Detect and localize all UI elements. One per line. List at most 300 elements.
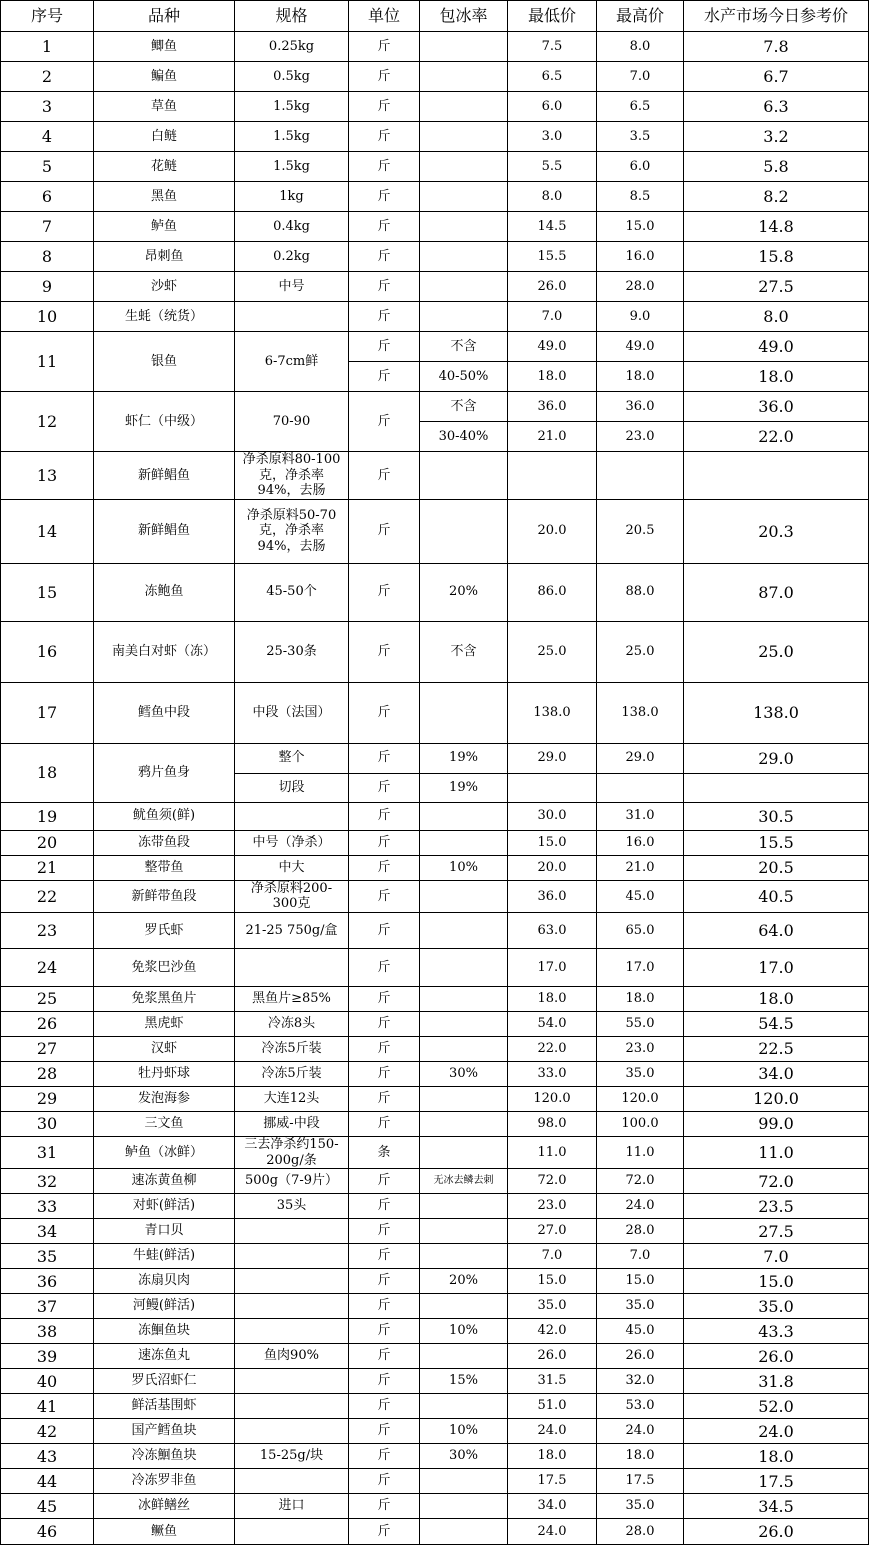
cell-spec: 净杀原料50-70克，净杀率94%，去肠: [235, 499, 349, 563]
cell-name: 牡丹虾球: [94, 1061, 235, 1086]
cell-ref: 72.0: [684, 1169, 869, 1194]
table-row: [1, 1269, 869, 1294]
cell-ice: 30-40%: [420, 422, 508, 452]
cell-name: 罗氏沼虾仁: [94, 1369, 235, 1394]
cell-ice: 19%: [420, 743, 508, 773]
cell-name: 白鲢: [94, 122, 235, 152]
cell-high: 45.0: [597, 1319, 684, 1344]
table-row: [1, 182, 869, 212]
cell-ice: [420, 1244, 508, 1269]
cell-high: 55.0: [597, 1011, 684, 1036]
cell-high: 3.5: [597, 122, 684, 152]
cell-unit: 斤: [349, 392, 420, 452]
cell-ice: 30%: [420, 1444, 508, 1469]
cell-unit: 斤: [349, 1519, 420, 1545]
cell-low: 22.0: [508, 1036, 597, 1061]
cell-ice: [420, 1086, 508, 1111]
cell-ice: 20%: [420, 563, 508, 621]
cell-unit: 斤: [349, 880, 420, 912]
cell-ref: 17.5: [684, 1469, 869, 1494]
cell-no: 27: [1, 1036, 94, 1061]
table-row: [1, 1494, 869, 1519]
cell-high: 72.0: [597, 1169, 684, 1194]
cell-unit: 斤: [349, 802, 420, 830]
cell-unit: 斤: [349, 332, 420, 362]
cell-high: 32.0: [597, 1369, 684, 1394]
cell-low: 18.0: [508, 986, 597, 1011]
cell-low: 86.0: [508, 563, 597, 621]
cell-ref: 11.0: [684, 1136, 869, 1168]
header-unit: 单位: [349, 1, 420, 32]
cell-low: 14.5: [508, 212, 597, 242]
cell-no: 39: [1, 1344, 94, 1369]
cell-ice: [420, 1494, 508, 1519]
cell-ref: 52.0: [684, 1394, 869, 1419]
cell-ref: 87.0: [684, 563, 869, 621]
cell-name: 花鲢: [94, 152, 235, 182]
cell-ref: 8.2: [684, 182, 869, 212]
cell-unit: 斤: [349, 122, 420, 152]
cell-low: 5.5: [508, 152, 597, 182]
cell-spec: 0.2kg: [235, 242, 349, 272]
cell-low: 18.0: [508, 362, 597, 392]
cell-no: 25: [1, 986, 94, 1011]
cell-high: 28.0: [597, 1219, 684, 1244]
cell-spec: [235, 1319, 349, 1344]
cell-ref: 54.5: [684, 1011, 869, 1036]
cell-name: 黑鱼: [94, 182, 235, 212]
cell-ice: 不含: [420, 332, 508, 362]
cell-spec: 0.4kg: [235, 212, 349, 242]
cell-ref: 25.0: [684, 621, 869, 682]
cell-ice: [420, 682, 508, 743]
cell-ice: [420, 452, 508, 500]
cell-low: 35.0: [508, 1294, 597, 1319]
cell-low: 3.0: [508, 122, 597, 152]
cell-high: 23.0: [597, 1036, 684, 1061]
cell-spec: 15-25g/块: [235, 1444, 349, 1469]
cell-ice: 10%: [420, 1419, 508, 1444]
cell-unit: 斤: [349, 1394, 420, 1419]
table-row: [1, 242, 869, 272]
cell-high: 6.5: [597, 92, 684, 122]
cell-ref: 31.8: [684, 1369, 869, 1394]
cell-ice: [420, 948, 508, 986]
cell-spec: [235, 948, 349, 986]
cell-ref: 7.0: [684, 1244, 869, 1269]
cell-high: 16.0: [597, 830, 684, 855]
cell-unit: 斤: [349, 1169, 420, 1194]
cell-high: 18.0: [597, 986, 684, 1011]
cell-no: 12: [1, 392, 94, 452]
cell-ice: 不含: [420, 621, 508, 682]
cell-low: 30.0: [508, 802, 597, 830]
cell-unit: 斤: [349, 830, 420, 855]
cell-high: 28.0: [597, 272, 684, 302]
cell-low: 31.5: [508, 1369, 597, 1394]
cell-name: 银鱼: [94, 332, 235, 392]
cell-ice: 20%: [420, 1269, 508, 1294]
cell-no: 17: [1, 682, 94, 743]
cell-unit: 斤: [349, 1244, 420, 1269]
cell-no: 4: [1, 122, 94, 152]
cell-ref: 17.0: [684, 948, 869, 986]
cell-low: 42.0: [508, 1319, 597, 1344]
cell-unit: 斤: [349, 1036, 420, 1061]
cell-high: 35.0: [597, 1294, 684, 1319]
cell-no: 15: [1, 563, 94, 621]
cell-no: 23: [1, 912, 94, 948]
cell-no: 41: [1, 1394, 94, 1419]
cell-low: [508, 452, 597, 500]
cell-spec: [235, 1469, 349, 1494]
cell-high: 7.0: [597, 62, 684, 92]
cell-spec: 冷冻5斤装: [235, 1061, 349, 1086]
cell-high: 120.0: [597, 1086, 684, 1111]
cell-high: 88.0: [597, 563, 684, 621]
table-row: [1, 1519, 869, 1545]
cell-name: 黑虎虾: [94, 1011, 235, 1036]
cell-unit: 斤: [349, 1319, 420, 1344]
cell-spec: [235, 1244, 349, 1269]
cell-ref: 138.0: [684, 682, 869, 743]
cell-name: 生蚝（统货）: [94, 302, 235, 332]
header-ice: 包冰率: [420, 1, 508, 32]
cell-high: 100.0: [597, 1111, 684, 1136]
cell-spec: [235, 1519, 349, 1545]
cell-spec: [235, 802, 349, 830]
cell-high: 31.0: [597, 802, 684, 830]
cell-spec: 净杀原料80-100克，净杀率94%，去肠: [235, 452, 349, 500]
cell-name: 冷冻鮰鱼块: [94, 1444, 235, 1469]
table-row: [1, 1011, 869, 1036]
table-row: [1, 986, 869, 1011]
table-row: [1, 682, 869, 743]
cell-spec: 21-25 750g/盒: [235, 912, 349, 948]
table-row: [1, 302, 869, 332]
cell-ice: 15%: [420, 1369, 508, 1394]
cell-high: 18.0: [597, 1444, 684, 1469]
cell-ref: 27.5: [684, 272, 869, 302]
cell-high: 8.0: [597, 32, 684, 62]
cell-ice: [420, 912, 508, 948]
cell-ref: [684, 452, 869, 500]
cell-name: 冰鲜鳝丝: [94, 1494, 235, 1519]
cell-unit: 斤: [349, 1419, 420, 1444]
cell-ice: [420, 802, 508, 830]
cell-no: 42: [1, 1419, 94, 1444]
cell-spec: 70-90: [235, 392, 349, 452]
cell-unit: 斤: [349, 62, 420, 92]
cell-no: 38: [1, 1319, 94, 1344]
header-row: [1, 1, 869, 32]
cell-ice: 40-50%: [420, 362, 508, 392]
cell-high: 21.0: [597, 855, 684, 880]
cell-high: 29.0: [597, 743, 684, 773]
cell-spec: 45-50个: [235, 563, 349, 621]
cell-ice: [420, 152, 508, 182]
cell-ref: 15.5: [684, 830, 869, 855]
cell-name: 免浆巴沙鱼: [94, 948, 235, 986]
cell-high: 23.0: [597, 422, 684, 452]
table-row: [1, 1394, 869, 1419]
cell-spec: 切段: [235, 773, 349, 802]
cell-name: 国产鳕鱼块: [94, 1419, 235, 1444]
cell-name: 冷冻罗非鱼: [94, 1469, 235, 1494]
table-row: [1, 499, 869, 563]
cell-ref: 34.5: [684, 1494, 869, 1519]
cell-no: 40: [1, 1369, 94, 1394]
cell-ice: 无冰去鳞去刺: [420, 1169, 508, 1194]
cell-spec: 鱼肉90%: [235, 1344, 349, 1369]
cell-no: 18: [1, 743, 94, 802]
cell-no: 29: [1, 1086, 94, 1111]
cell-high: 36.0: [597, 392, 684, 422]
cell-no: 3: [1, 92, 94, 122]
cell-high: 11.0: [597, 1136, 684, 1168]
cell-spec: 冷冻8头: [235, 1011, 349, 1036]
cell-spec: [235, 1394, 349, 1419]
cell-name: 沙虾: [94, 272, 235, 302]
cell-spec: 三去净杀约150-200g/条: [235, 1136, 349, 1168]
cell-unit: 斤: [349, 242, 420, 272]
cell-name: 南美白对虾（冻）: [94, 621, 235, 682]
cell-unit: 斤: [349, 1111, 420, 1136]
cell-low: 51.0: [508, 1394, 597, 1419]
table-row: [1, 855, 869, 880]
cell-spec: 净杀原料200-300克: [235, 880, 349, 912]
cell-spec: 挪威-中段: [235, 1111, 349, 1136]
cell-ice: [420, 986, 508, 1011]
cell-no: 46: [1, 1519, 94, 1545]
table-row: [1, 1111, 869, 1136]
cell-spec: 1.5kg: [235, 122, 349, 152]
cell-spec: [235, 302, 349, 332]
table-row: [1, 1086, 869, 1111]
cell-ref: 20.5: [684, 855, 869, 880]
cell-no: 35: [1, 1244, 94, 1269]
table-row: [1, 392, 869, 422]
cell-name: 汉虾: [94, 1036, 235, 1061]
cell-spec: 整个: [235, 743, 349, 773]
cell-ice: [420, 122, 508, 152]
cell-low: 7.0: [508, 1244, 597, 1269]
cell-high: 18.0: [597, 362, 684, 392]
cell-ice: 30%: [420, 1061, 508, 1086]
cell-ice: [420, 1469, 508, 1494]
cell-ice: [420, 182, 508, 212]
cell-spec: [235, 1294, 349, 1319]
cell-no: 1: [1, 32, 94, 62]
cell-name: 鲈鱼（冰鲜）: [94, 1136, 235, 1168]
cell-ice: [420, 1394, 508, 1419]
header-spec: 规格: [235, 1, 349, 32]
cell-name: 鲫鱼: [94, 32, 235, 62]
cell-low: 26.0: [508, 272, 597, 302]
cell-ref: 120.0: [684, 1086, 869, 1111]
cell-low: 21.0: [508, 422, 597, 452]
cell-ref: 24.0: [684, 1419, 869, 1444]
cell-unit: 斤: [349, 32, 420, 62]
cell-low: 23.0: [508, 1194, 597, 1219]
cell-low: 24.0: [508, 1519, 597, 1545]
cell-unit: 斤: [349, 1269, 420, 1294]
cell-spec: 1kg: [235, 182, 349, 212]
cell-high: 53.0: [597, 1394, 684, 1419]
cell-ref: 27.5: [684, 1219, 869, 1244]
cell-low: 17.0: [508, 948, 597, 986]
cell-high: 8.5: [597, 182, 684, 212]
table-row: [1, 621, 869, 682]
cell-unit: 斤: [349, 272, 420, 302]
cell-ref: 3.2: [684, 122, 869, 152]
header-ref: 水产市场今日参考价: [684, 1, 869, 32]
cell-spec: 35头: [235, 1194, 349, 1219]
table-row: [1, 62, 869, 92]
cell-no: 13: [1, 452, 94, 500]
cell-spec: 500g（7-9片）: [235, 1169, 349, 1194]
cell-ice: [420, 1219, 508, 1244]
cell-ref: 7.8: [684, 32, 869, 62]
cell-low: 7.5: [508, 32, 597, 62]
cell-no: 22: [1, 880, 94, 912]
cell-low: 24.0: [508, 1419, 597, 1444]
cell-spec: 黑鱼片≥85%: [235, 986, 349, 1011]
cell-high: 25.0: [597, 621, 684, 682]
cell-name: 整带鱼: [94, 855, 235, 880]
cell-unit: 斤: [349, 1444, 420, 1469]
cell-high: [597, 452, 684, 500]
cell-unit: 斤: [349, 563, 420, 621]
cell-unit: 斤: [349, 499, 420, 563]
table-row: [1, 743, 869, 773]
cell-low: 27.0: [508, 1219, 597, 1244]
cell-unit: 斤: [349, 1086, 420, 1111]
cell-high: 35.0: [597, 1494, 684, 1519]
cell-low: 6.0: [508, 92, 597, 122]
cell-name: 青口贝: [94, 1219, 235, 1244]
cell-unit: 斤: [349, 948, 420, 986]
cell-high: 9.0: [597, 302, 684, 332]
cell-spec: [235, 1419, 349, 1444]
cell-ice: [420, 242, 508, 272]
table-row: [1, 452, 869, 500]
cell-name: 鲈鱼: [94, 212, 235, 242]
cell-unit: 斤: [349, 1469, 420, 1494]
cell-no: 33: [1, 1194, 94, 1219]
cell-spec: 6-7cm鲜: [235, 332, 349, 392]
cell-name: 鳊鱼: [94, 62, 235, 92]
cell-ref: 23.5: [684, 1194, 869, 1219]
table-row: [1, 1244, 869, 1269]
cell-name: 免浆黑鱼片: [94, 986, 235, 1011]
cell-ref: 29.0: [684, 743, 869, 773]
cell-no: 10: [1, 302, 94, 332]
header-high: 最高价: [597, 1, 684, 32]
table-row: [1, 1469, 869, 1494]
cell-name: 速冻黄鱼柳: [94, 1169, 235, 1194]
cell-no: 21: [1, 855, 94, 880]
cell-high: 49.0: [597, 332, 684, 362]
cell-unit: 斤: [349, 182, 420, 212]
cell-low: 36.0: [508, 880, 597, 912]
cell-unit: 斤: [349, 682, 420, 743]
cell-name: 鱿鱼须(鲜): [94, 802, 235, 830]
cell-spec: [235, 1369, 349, 1394]
table-row: [1, 912, 869, 948]
cell-ref: 15.0: [684, 1269, 869, 1294]
cell-ice: [420, 1344, 508, 1369]
table-row: [1, 802, 869, 830]
cell-ice: [420, 1519, 508, 1545]
cell-ice: [420, 62, 508, 92]
table-row: [1, 880, 869, 912]
table-row: [1, 1319, 869, 1344]
cell-ice: [420, 1136, 508, 1168]
cell-no: 14: [1, 499, 94, 563]
cell-low: 6.5: [508, 62, 597, 92]
cell-ice: 19%: [420, 773, 508, 802]
header-name: 品种: [94, 1, 235, 32]
cell-ref: 18.0: [684, 986, 869, 1011]
cell-no: 16: [1, 621, 94, 682]
cell-ice: [420, 1194, 508, 1219]
cell-high: 28.0: [597, 1519, 684, 1545]
cell-ref: 49.0: [684, 332, 869, 362]
cell-no: 26: [1, 1011, 94, 1036]
header-no: 序号: [1, 1, 94, 32]
cell-ref: 99.0: [684, 1111, 869, 1136]
cell-low: 34.0: [508, 1494, 597, 1519]
cell-low: 29.0: [508, 743, 597, 773]
table-row: [1, 1444, 869, 1469]
cell-ref: 6.3: [684, 92, 869, 122]
cell-unit: 斤: [349, 1194, 420, 1219]
cell-low: 120.0: [508, 1086, 597, 1111]
cell-high: 7.0: [597, 1244, 684, 1269]
cell-ice: [420, 499, 508, 563]
cell-low: 72.0: [508, 1169, 597, 1194]
cell-ref: 64.0: [684, 912, 869, 948]
cell-low: 18.0: [508, 1444, 597, 1469]
cell-name: 鸦片鱼身: [94, 743, 235, 802]
cell-high: 35.0: [597, 1061, 684, 1086]
cell-no: 28: [1, 1061, 94, 1086]
cell-name: 新鲜鲳鱼: [94, 452, 235, 500]
table-row: [1, 1169, 869, 1194]
cell-no: 2: [1, 62, 94, 92]
cell-no: 43: [1, 1444, 94, 1469]
cell-ref: 40.5: [684, 880, 869, 912]
cell-no: 7: [1, 212, 94, 242]
cell-unit: 斤: [349, 362, 420, 392]
table-row: [1, 272, 869, 302]
cell-low: 98.0: [508, 1111, 597, 1136]
cell-no: 6: [1, 182, 94, 212]
cell-unit: 斤: [349, 1344, 420, 1369]
cell-unit: 斤: [349, 92, 420, 122]
cell-spec: 1.5kg: [235, 152, 349, 182]
cell-unit: 斤: [349, 773, 420, 802]
cell-no: 30: [1, 1111, 94, 1136]
cell-low: 7.0: [508, 302, 597, 332]
cell-name: 昂刺鱼: [94, 242, 235, 272]
cell-unit: 斤: [349, 855, 420, 880]
cell-high: 26.0: [597, 1344, 684, 1369]
cell-ref: 35.0: [684, 1294, 869, 1319]
cell-name: 三文鱼: [94, 1111, 235, 1136]
cell-spec: 0.25kg: [235, 32, 349, 62]
